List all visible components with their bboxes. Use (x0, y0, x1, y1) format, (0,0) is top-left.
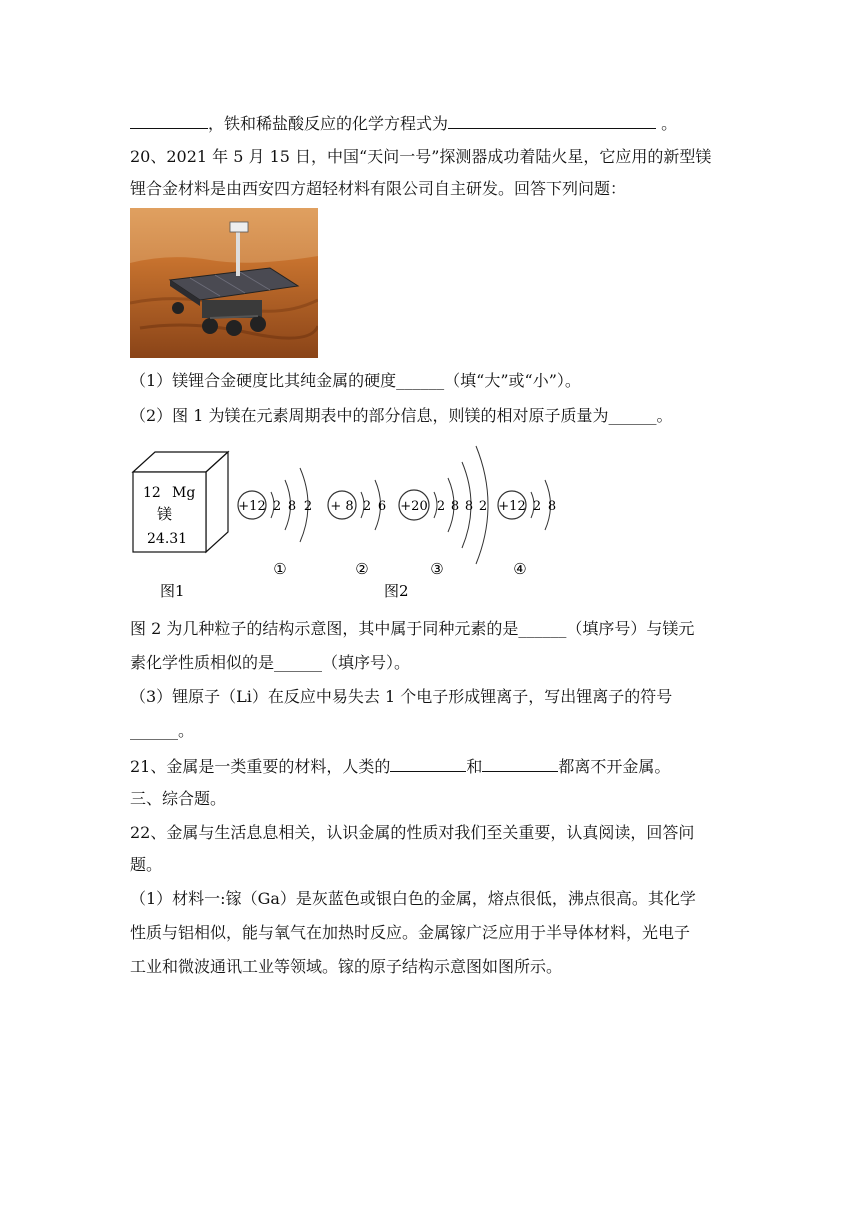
section-title: 三、综合题。 (130, 789, 227, 808)
q19-end: 。 (656, 114, 678, 133)
element-number: 12 (143, 485, 161, 501)
shell-electrons: 8 (464, 499, 474, 514)
q19-text: ，铁和稀盐酸反应的化学方程式为 (208, 114, 449, 133)
q20-sub2: （2）图 1 为镁在元素周期表中的部分信息，则镁的相对原子质量为______。 (130, 406, 673, 425)
q20-intro-line1: 20、2021 年 5 月 15 日，中国“天问一号”探测器成功着陆火星，它应用的新型镁 (130, 147, 712, 166)
fig2-caption: 图2 (384, 582, 409, 600)
shell-electrons: 8 (547, 499, 557, 514)
shell-electrons: 2 (362, 499, 372, 514)
element-symbol: Mg (172, 485, 196, 501)
atom-diagram-3 (399, 446, 488, 578)
diagram-label: ① (273, 560, 287, 578)
element-mass: 24.31 (147, 531, 188, 547)
nucleus-charge: + 8 (330, 499, 354, 514)
q20-fig2-text-line2: 素化学性质相似的是______（填序号）。 (130, 653, 411, 672)
shell-electrons: 8 (450, 499, 460, 514)
q21-text-mid: 和 (466, 757, 483, 776)
element-card-mg (133, 452, 228, 552)
q22-m1-line3: 工业和微波通讯工业等领域。镓的原子结构示意图如图所示。 (130, 957, 563, 976)
q19-tail-line (130, 112, 677, 134)
diagram-label: ④ (513, 560, 527, 578)
nucleus-charge: +12 (498, 499, 526, 514)
shell-electrons: 2 (303, 499, 313, 514)
q20-sub3-line1: （3）锂原子（Li）在反应中易失去 1 个电子形成锂离子，写出锂离子的符号 (130, 687, 673, 706)
atom-diagram-1 (238, 468, 312, 578)
answer-blank (518, 112, 656, 129)
q22-m1-line2: 性质与铝相似，能与氧气在加热时反应。金属镓广泛应用于半导体材料，光电子 (130, 923, 691, 942)
answer-blank (448, 112, 518, 129)
q21-text-start: 21、金属是一类重要的材料，人类的 (130, 757, 391, 776)
q20-sub1: （1）镁锂合金硬度比其纯金属的硬度______（填“大”或“小”）。 (130, 371, 581, 390)
nucleus-charge: +20 (400, 499, 428, 514)
figure-1-2 (130, 440, 580, 600)
nucleus-charge: +12 (238, 499, 266, 514)
answer-blank (482, 755, 558, 772)
element-name: 镁 (157, 505, 173, 523)
fig1-caption: 图1 (160, 582, 185, 600)
q21-text-end: 都离不开金属。 (558, 757, 671, 776)
diagram-label: ③ (430, 560, 444, 578)
shell-electrons: 2 (532, 499, 542, 514)
atom-diagram-4 (498, 480, 556, 578)
mars-rover-photo (130, 208, 318, 358)
q22-m1-line1: （1）材料一:镓（Ga）是灰蓝色或银白色的金属，熔点很低，沸点很高。其化学 (130, 889, 696, 908)
q22-line2: 题。 (130, 855, 163, 874)
shell-electrons: 8 (287, 499, 297, 514)
q20-sub3-line2: ______。 (130, 721, 195, 740)
q21-line (130, 755, 670, 777)
q20-fig2-text-line1: 图 2 为几种粒子的结构示意图，其中属于同种元素的是______（填序号）与镁元 (130, 619, 695, 638)
shell-electrons: 6 (377, 499, 387, 514)
q22-line1: 22、金属与生活息息相关，认识金属的性质对我们至关重要，认真阅读，回答问 (130, 823, 695, 842)
q20-intro-line2: 锂合金材料是由西安四方超轻材料有限公司自主研发。回答下列问题： (130, 179, 627, 198)
answer-blank (130, 112, 208, 129)
shell-electrons: 2 (436, 499, 446, 514)
shell-electrons: 2 (478, 499, 488, 514)
shell-electrons: 2 (272, 499, 282, 514)
answer-blank (390, 755, 466, 772)
atom-diagram-2 (328, 480, 386, 578)
diagram-label: ② (355, 560, 369, 578)
